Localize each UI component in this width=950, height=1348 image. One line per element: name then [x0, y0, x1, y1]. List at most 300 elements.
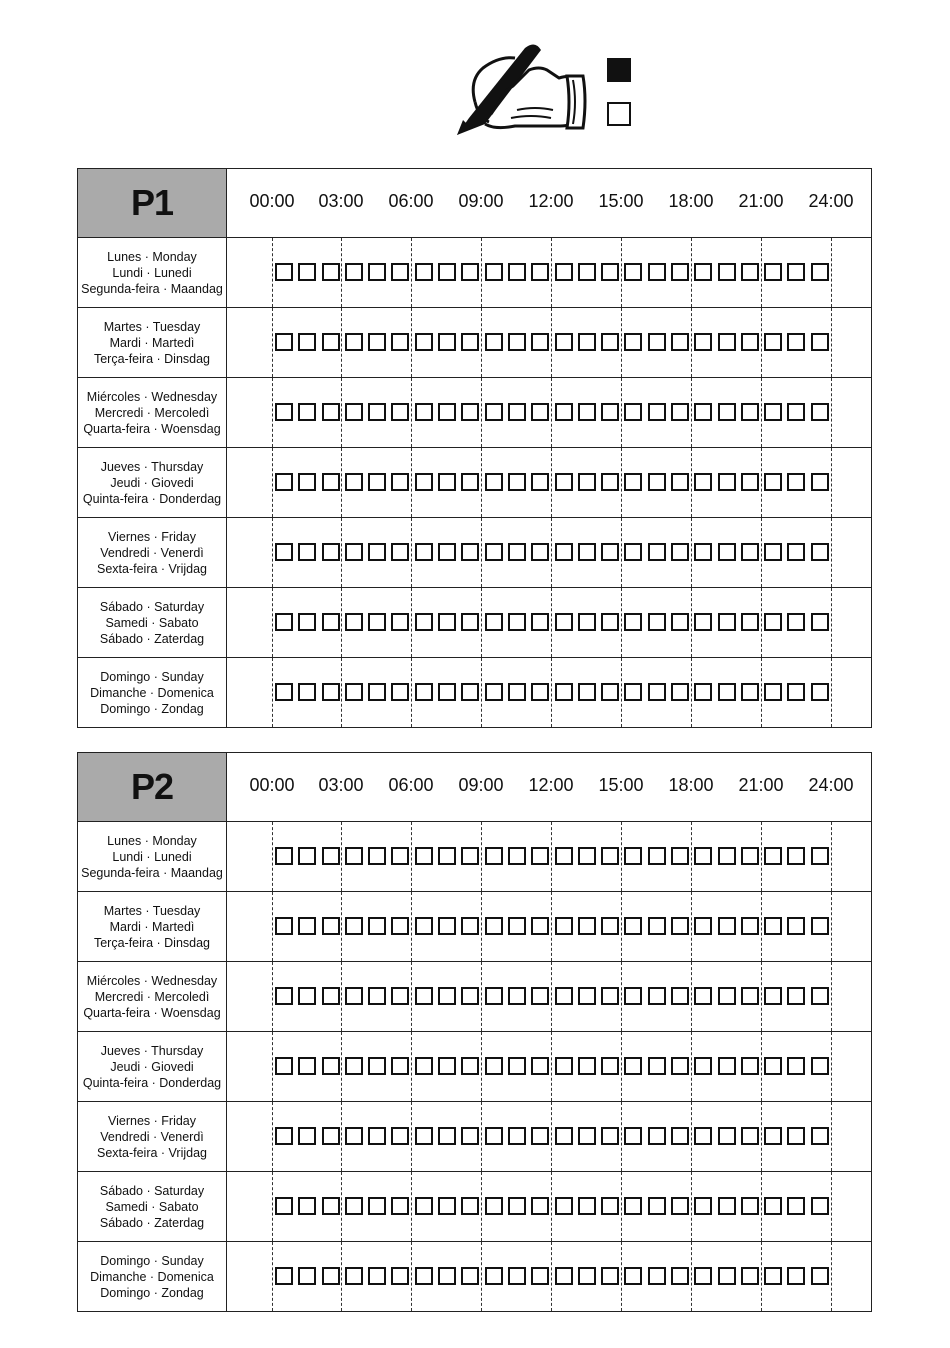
hour-checkbox[interactable] — [671, 1127, 689, 1145]
hour-checkbox[interactable] — [508, 473, 526, 491]
hour-checkbox[interactable] — [461, 1127, 479, 1145]
hour-checkbox[interactable] — [368, 613, 386, 631]
hour-checkbox[interactable] — [741, 333, 759, 351]
hour-checkbox[interactable] — [718, 1267, 736, 1285]
hour-checkbox[interactable] — [322, 613, 340, 631]
hour-checkbox[interactable] — [624, 1057, 642, 1075]
hour-checkbox[interactable] — [368, 683, 386, 701]
hour-checkbox[interactable] — [461, 403, 479, 421]
hour-checkbox[interactable] — [531, 543, 549, 561]
hour-checkbox[interactable] — [345, 1127, 363, 1145]
hour-checkbox[interactable] — [461, 1057, 479, 1075]
hour-checkbox[interactable] — [485, 683, 503, 701]
hour-checkbox[interactable] — [811, 917, 829, 935]
hour-checkbox[interactable] — [391, 1197, 409, 1215]
hour-checkbox[interactable] — [624, 263, 642, 281]
hour-checkbox[interactable] — [485, 917, 503, 935]
hour-checkbox[interactable] — [741, 543, 759, 561]
hour-checkbox[interactable] — [322, 263, 340, 281]
hour-checkbox[interactable] — [578, 263, 596, 281]
hour-checkbox[interactable] — [624, 403, 642, 421]
hour-checkbox[interactable] — [648, 1197, 666, 1215]
hour-checkbox[interactable] — [508, 1057, 526, 1075]
hour-checkbox[interactable] — [671, 917, 689, 935]
hour-checkbox[interactable] — [298, 473, 316, 491]
hour-checkbox[interactable] — [787, 1267, 805, 1285]
hour-checkbox[interactable] — [694, 543, 712, 561]
hour-checkbox[interactable] — [741, 263, 759, 281]
hour-checkbox[interactable] — [601, 847, 619, 865]
hour-checkbox[interactable] — [671, 403, 689, 421]
hour-checkbox[interactable] — [461, 263, 479, 281]
hour-checkbox[interactable] — [531, 987, 549, 1005]
hour-checkbox[interactable] — [391, 683, 409, 701]
hour-checkbox[interactable] — [345, 1057, 363, 1075]
hour-checkbox[interactable] — [601, 917, 619, 935]
hour-checkbox[interactable] — [578, 1057, 596, 1075]
hour-checkbox[interactable] — [322, 917, 340, 935]
hour-checkbox[interactable] — [671, 1057, 689, 1075]
hour-checkbox[interactable] — [485, 847, 503, 865]
hour-checkbox[interactable] — [322, 1197, 340, 1215]
hour-checkbox[interactable] — [624, 543, 642, 561]
hour-checkbox[interactable] — [811, 403, 829, 421]
hour-checkbox[interactable] — [648, 1267, 666, 1285]
hour-checkbox[interactable] — [531, 473, 549, 491]
hour-checkbox[interactable] — [438, 1057, 456, 1075]
hour-checkbox[interactable] — [811, 683, 829, 701]
hour-checkbox[interactable] — [718, 333, 736, 351]
hour-checkbox[interactable] — [508, 613, 526, 631]
hour-checkbox[interactable] — [275, 333, 293, 351]
hour-checkbox[interactable] — [764, 1197, 782, 1215]
hour-checkbox[interactable] — [322, 987, 340, 1005]
hour-checkbox[interactable] — [438, 473, 456, 491]
hour-checkbox[interactable] — [345, 263, 363, 281]
hour-checkbox[interactable] — [764, 333, 782, 351]
hour-checkbox[interactable] — [415, 847, 433, 865]
hour-checkbox[interactable] — [718, 473, 736, 491]
hour-checkbox[interactable] — [555, 263, 573, 281]
hour-checkbox[interactable] — [648, 473, 666, 491]
hour-checkbox[interactable] — [415, 1057, 433, 1075]
hour-checkbox[interactable] — [508, 403, 526, 421]
hour-checkbox[interactable] — [787, 683, 805, 701]
hour-checkbox[interactable] — [648, 333, 666, 351]
hour-checkbox[interactable] — [787, 1057, 805, 1075]
hour-checkbox[interactable] — [322, 333, 340, 351]
hour-checkbox[interactable] — [764, 403, 782, 421]
hour-checkbox[interactable] — [811, 333, 829, 351]
hour-checkbox[interactable] — [438, 847, 456, 865]
hour-checkbox[interactable] — [648, 847, 666, 865]
hour-checkbox[interactable] — [345, 917, 363, 935]
hour-checkbox[interactable] — [461, 987, 479, 1005]
hour-checkbox[interactable] — [694, 613, 712, 631]
hour-checkbox[interactable] — [345, 683, 363, 701]
hour-checkbox[interactable] — [461, 1267, 479, 1285]
hour-checkbox[interactable] — [555, 1127, 573, 1145]
hour-checkbox[interactable] — [275, 1267, 293, 1285]
hour-checkbox[interactable] — [461, 1197, 479, 1215]
hour-checkbox[interactable] — [648, 613, 666, 631]
hour-checkbox[interactable] — [718, 917, 736, 935]
hour-checkbox[interactable] — [322, 1057, 340, 1075]
hour-checkbox[interactable] — [601, 987, 619, 1005]
hour-checkbox[interactable] — [531, 683, 549, 701]
hour-checkbox[interactable] — [694, 1267, 712, 1285]
hour-checkbox[interactable] — [694, 473, 712, 491]
hour-checkbox[interactable] — [345, 1267, 363, 1285]
hour-checkbox[interactable] — [601, 1057, 619, 1075]
hour-checkbox[interactable] — [764, 1267, 782, 1285]
hour-checkbox[interactable] — [298, 1057, 316, 1075]
hour-checkbox[interactable] — [555, 1197, 573, 1215]
hour-checkbox[interactable] — [461, 333, 479, 351]
hour-checkbox[interactable] — [741, 473, 759, 491]
hour-checkbox[interactable] — [322, 1127, 340, 1145]
hour-checkbox[interactable] — [718, 613, 736, 631]
hour-checkbox[interactable] — [345, 543, 363, 561]
hour-checkbox[interactable] — [531, 917, 549, 935]
hour-checkbox[interactable] — [275, 403, 293, 421]
hour-checkbox[interactable] — [531, 263, 549, 281]
hour-checkbox[interactable] — [368, 917, 386, 935]
hour-checkbox[interactable] — [298, 1197, 316, 1215]
hour-checkbox[interactable] — [671, 1197, 689, 1215]
hour-checkbox[interactable] — [485, 263, 503, 281]
hour-checkbox[interactable] — [601, 1267, 619, 1285]
hour-checkbox[interactable] — [811, 473, 829, 491]
hour-checkbox[interactable] — [741, 403, 759, 421]
hour-checkbox[interactable] — [368, 1197, 386, 1215]
hour-checkbox[interactable] — [345, 333, 363, 351]
hour-checkbox[interactable] — [531, 613, 549, 631]
hour-checkbox[interactable] — [624, 917, 642, 935]
hour-checkbox[interactable] — [368, 987, 386, 1005]
hour-checkbox[interactable] — [578, 403, 596, 421]
hour-checkbox[interactable] — [787, 1197, 805, 1215]
hour-checkbox[interactable] — [391, 403, 409, 421]
hour-checkbox[interactable] — [415, 333, 433, 351]
hour-checkbox[interactable] — [438, 683, 456, 701]
hour-checkbox[interactable] — [531, 403, 549, 421]
hour-checkbox[interactable] — [438, 917, 456, 935]
hour-checkbox[interactable] — [368, 263, 386, 281]
hour-checkbox[interactable] — [368, 1267, 386, 1285]
hour-checkbox[interactable] — [694, 1127, 712, 1145]
hour-checkbox[interactable] — [275, 473, 293, 491]
hour-checkbox[interactable] — [578, 613, 596, 631]
hour-checkbox[interactable] — [578, 683, 596, 701]
hour-checkbox[interactable] — [345, 473, 363, 491]
hour-checkbox[interactable] — [508, 917, 526, 935]
hour-checkbox[interactable] — [275, 917, 293, 935]
hour-checkbox[interactable] — [508, 987, 526, 1005]
hour-checkbox[interactable] — [764, 987, 782, 1005]
hour-checkbox[interactable] — [764, 263, 782, 281]
hour-checkbox[interactable] — [508, 1197, 526, 1215]
hour-checkbox[interactable] — [461, 613, 479, 631]
hour-checkbox[interactable] — [718, 1127, 736, 1145]
hour-checkbox[interactable] — [787, 847, 805, 865]
hour-checkbox[interactable] — [368, 403, 386, 421]
hour-checkbox[interactable] — [345, 1197, 363, 1215]
hour-checkbox[interactable] — [694, 333, 712, 351]
hour-checkbox[interactable] — [438, 613, 456, 631]
hour-checkbox[interactable] — [624, 1197, 642, 1215]
hour-checkbox[interactable] — [601, 1197, 619, 1215]
hour-checkbox[interactable] — [275, 847, 293, 865]
hour-checkbox[interactable] — [415, 263, 433, 281]
hour-checkbox[interactable] — [391, 1127, 409, 1145]
hour-checkbox[interactable] — [508, 683, 526, 701]
hour-checkbox[interactable] — [601, 263, 619, 281]
hour-checkbox[interactable] — [485, 613, 503, 631]
hour-checkbox[interactable] — [485, 1267, 503, 1285]
hour-checkbox[interactable] — [671, 613, 689, 631]
hour-checkbox[interactable] — [694, 917, 712, 935]
hour-checkbox[interactable] — [764, 1057, 782, 1075]
hour-checkbox[interactable] — [298, 403, 316, 421]
hour-checkbox[interactable] — [718, 1057, 736, 1075]
hour-checkbox[interactable] — [624, 847, 642, 865]
hour-checkbox[interactable] — [415, 1197, 433, 1215]
hour-checkbox[interactable] — [508, 847, 526, 865]
hour-checkbox[interactable] — [391, 917, 409, 935]
hour-checkbox[interactable] — [787, 543, 805, 561]
hour-checkbox[interactable] — [764, 613, 782, 631]
hour-checkbox[interactable] — [298, 1267, 316, 1285]
hour-checkbox[interactable] — [741, 613, 759, 631]
hour-checkbox[interactable] — [438, 1267, 456, 1285]
hour-checkbox[interactable] — [624, 683, 642, 701]
hour-checkbox[interactable] — [648, 987, 666, 1005]
hour-checkbox[interactable] — [298, 543, 316, 561]
hour-checkbox[interactable] — [811, 263, 829, 281]
hour-checkbox[interactable] — [461, 473, 479, 491]
hour-checkbox[interactable] — [485, 1057, 503, 1075]
hour-checkbox[interactable] — [694, 1197, 712, 1215]
hour-checkbox[interactable] — [368, 473, 386, 491]
hour-checkbox[interactable] — [508, 1127, 526, 1145]
hour-checkbox[interactable] — [555, 987, 573, 1005]
hour-checkbox[interactable] — [298, 683, 316, 701]
hour-checkbox[interactable] — [671, 1267, 689, 1285]
hour-checkbox[interactable] — [275, 1127, 293, 1145]
hour-checkbox[interactable] — [391, 473, 409, 491]
hour-checkbox[interactable] — [578, 1267, 596, 1285]
hour-checkbox[interactable] — [275, 683, 293, 701]
hour-checkbox[interactable] — [671, 333, 689, 351]
hour-checkbox[interactable] — [648, 543, 666, 561]
hour-checkbox[interactable] — [391, 987, 409, 1005]
hour-checkbox[interactable] — [811, 613, 829, 631]
hour-checkbox[interactable] — [345, 613, 363, 631]
hour-checkbox[interactable] — [811, 987, 829, 1005]
hour-checkbox[interactable] — [741, 847, 759, 865]
hour-checkbox[interactable] — [601, 473, 619, 491]
hour-checkbox[interactable] — [391, 263, 409, 281]
hour-checkbox[interactable] — [298, 1127, 316, 1145]
hour-checkbox[interactable] — [461, 543, 479, 561]
hour-checkbox[interactable] — [275, 613, 293, 631]
hour-checkbox[interactable] — [718, 403, 736, 421]
hour-checkbox[interactable] — [787, 263, 805, 281]
hour-checkbox[interactable] — [671, 473, 689, 491]
hour-checkbox[interactable] — [718, 847, 736, 865]
hour-checkbox[interactable] — [718, 1197, 736, 1215]
hour-checkbox[interactable] — [601, 403, 619, 421]
hour-checkbox[interactable] — [438, 1127, 456, 1145]
hour-checkbox[interactable] — [345, 987, 363, 1005]
hour-checkbox[interactable] — [555, 683, 573, 701]
hour-checkbox[interactable] — [811, 1057, 829, 1075]
hour-checkbox[interactable] — [578, 917, 596, 935]
hour-checkbox[interactable] — [485, 333, 503, 351]
hour-checkbox[interactable] — [787, 1127, 805, 1145]
hour-checkbox[interactable] — [391, 613, 409, 631]
hour-checkbox[interactable] — [555, 1267, 573, 1285]
hour-checkbox[interactable] — [298, 333, 316, 351]
hour-checkbox[interactable] — [764, 473, 782, 491]
hour-checkbox[interactable] — [275, 987, 293, 1005]
hour-checkbox[interactable] — [391, 847, 409, 865]
hour-checkbox[interactable] — [624, 987, 642, 1005]
hour-checkbox[interactable] — [624, 333, 642, 351]
hour-checkbox[interactable] — [438, 543, 456, 561]
hour-checkbox[interactable] — [322, 847, 340, 865]
hour-checkbox[interactable] — [298, 613, 316, 631]
hour-checkbox[interactable] — [555, 917, 573, 935]
hour-checkbox[interactable] — [787, 473, 805, 491]
hour-checkbox[interactable] — [601, 333, 619, 351]
hour-checkbox[interactable] — [671, 987, 689, 1005]
hour-checkbox[interactable] — [811, 1267, 829, 1285]
hour-checkbox[interactable] — [555, 473, 573, 491]
hour-checkbox[interactable] — [485, 473, 503, 491]
hour-checkbox[interactable] — [415, 473, 433, 491]
hour-checkbox[interactable] — [275, 543, 293, 561]
hour-checkbox[interactable] — [578, 543, 596, 561]
hour-checkbox[interactable] — [694, 1057, 712, 1075]
hour-checkbox[interactable] — [461, 683, 479, 701]
hour-checkbox[interactable] — [694, 403, 712, 421]
hour-checkbox[interactable] — [275, 1057, 293, 1075]
hour-checkbox[interactable] — [718, 263, 736, 281]
hour-checkbox[interactable] — [648, 917, 666, 935]
hour-checkbox[interactable] — [578, 333, 596, 351]
hour-checkbox[interactable] — [648, 403, 666, 421]
hour-checkbox[interactable] — [671, 263, 689, 281]
hour-checkbox[interactable] — [415, 987, 433, 1005]
hour-checkbox[interactable] — [601, 543, 619, 561]
hour-checkbox[interactable] — [391, 1267, 409, 1285]
hour-checkbox[interactable] — [787, 333, 805, 351]
hour-checkbox[interactable] — [368, 1057, 386, 1075]
hour-checkbox[interactable] — [787, 403, 805, 421]
hour-checkbox[interactable] — [391, 333, 409, 351]
hour-checkbox[interactable] — [624, 473, 642, 491]
hour-checkbox[interactable] — [787, 987, 805, 1005]
hour-checkbox[interactable] — [322, 683, 340, 701]
hour-checkbox[interactable] — [298, 987, 316, 1005]
hour-checkbox[interactable] — [671, 543, 689, 561]
hour-checkbox[interactable] — [555, 847, 573, 865]
hour-checkbox[interactable] — [391, 1057, 409, 1075]
hour-checkbox[interactable] — [438, 987, 456, 1005]
hour-checkbox[interactable] — [555, 613, 573, 631]
hour-checkbox[interactable] — [415, 403, 433, 421]
hour-checkbox[interactable] — [275, 1197, 293, 1215]
hour-checkbox[interactable] — [368, 847, 386, 865]
hour-checkbox[interactable] — [648, 683, 666, 701]
hour-checkbox[interactable] — [322, 473, 340, 491]
hour-checkbox[interactable] — [438, 1197, 456, 1215]
hour-checkbox[interactable] — [764, 543, 782, 561]
hour-checkbox[interactable] — [624, 1267, 642, 1285]
hour-checkbox[interactable] — [648, 263, 666, 281]
hour-checkbox[interactable] — [531, 847, 549, 865]
hour-checkbox[interactable] — [601, 1127, 619, 1145]
hour-checkbox[interactable] — [438, 333, 456, 351]
hour-checkbox[interactable] — [485, 987, 503, 1005]
hour-checkbox[interactable] — [508, 1267, 526, 1285]
hour-checkbox[interactable] — [555, 403, 573, 421]
hour-checkbox[interactable] — [718, 987, 736, 1005]
hour-checkbox[interactable] — [415, 1127, 433, 1145]
hour-checkbox[interactable] — [764, 847, 782, 865]
hour-checkbox[interactable] — [415, 1267, 433, 1285]
hour-checkbox[interactable] — [531, 1197, 549, 1215]
hour-checkbox[interactable] — [741, 1127, 759, 1145]
hour-checkbox[interactable] — [811, 847, 829, 865]
hour-checkbox[interactable] — [694, 987, 712, 1005]
hour-checkbox[interactable] — [322, 1267, 340, 1285]
hour-checkbox[interactable] — [485, 403, 503, 421]
hour-checkbox[interactable] — [764, 683, 782, 701]
hour-checkbox[interactable] — [415, 613, 433, 631]
hour-checkbox[interactable] — [624, 1127, 642, 1145]
hour-checkbox[interactable] — [368, 543, 386, 561]
hour-checkbox[interactable] — [345, 403, 363, 421]
hour-checkbox[interactable] — [671, 847, 689, 865]
hour-checkbox[interactable] — [461, 847, 479, 865]
hour-checkbox[interactable] — [694, 263, 712, 281]
hour-checkbox[interactable] — [508, 263, 526, 281]
hour-checkbox[interactable] — [555, 333, 573, 351]
hour-checkbox[interactable] — [438, 403, 456, 421]
hour-checkbox[interactable] — [415, 917, 433, 935]
hour-checkbox[interactable] — [438, 263, 456, 281]
hour-checkbox[interactable] — [624, 613, 642, 631]
hour-checkbox[interactable] — [648, 1127, 666, 1145]
hour-checkbox[interactable] — [415, 543, 433, 561]
hour-checkbox[interactable] — [694, 847, 712, 865]
hour-checkbox[interactable] — [718, 543, 736, 561]
hour-checkbox[interactable] — [531, 1057, 549, 1075]
hour-checkbox[interactable] — [671, 683, 689, 701]
hour-checkbox[interactable] — [578, 1127, 596, 1145]
hour-checkbox[interactable] — [368, 1127, 386, 1145]
hour-checkbox[interactable] — [531, 333, 549, 351]
hour-checkbox[interactable] — [345, 847, 363, 865]
hour-checkbox[interactable] — [275, 263, 293, 281]
hour-checkbox[interactable] — [391, 543, 409, 561]
hour-checkbox[interactable] — [485, 1127, 503, 1145]
hour-checkbox[interactable] — [741, 683, 759, 701]
hour-checkbox[interactable] — [811, 543, 829, 561]
